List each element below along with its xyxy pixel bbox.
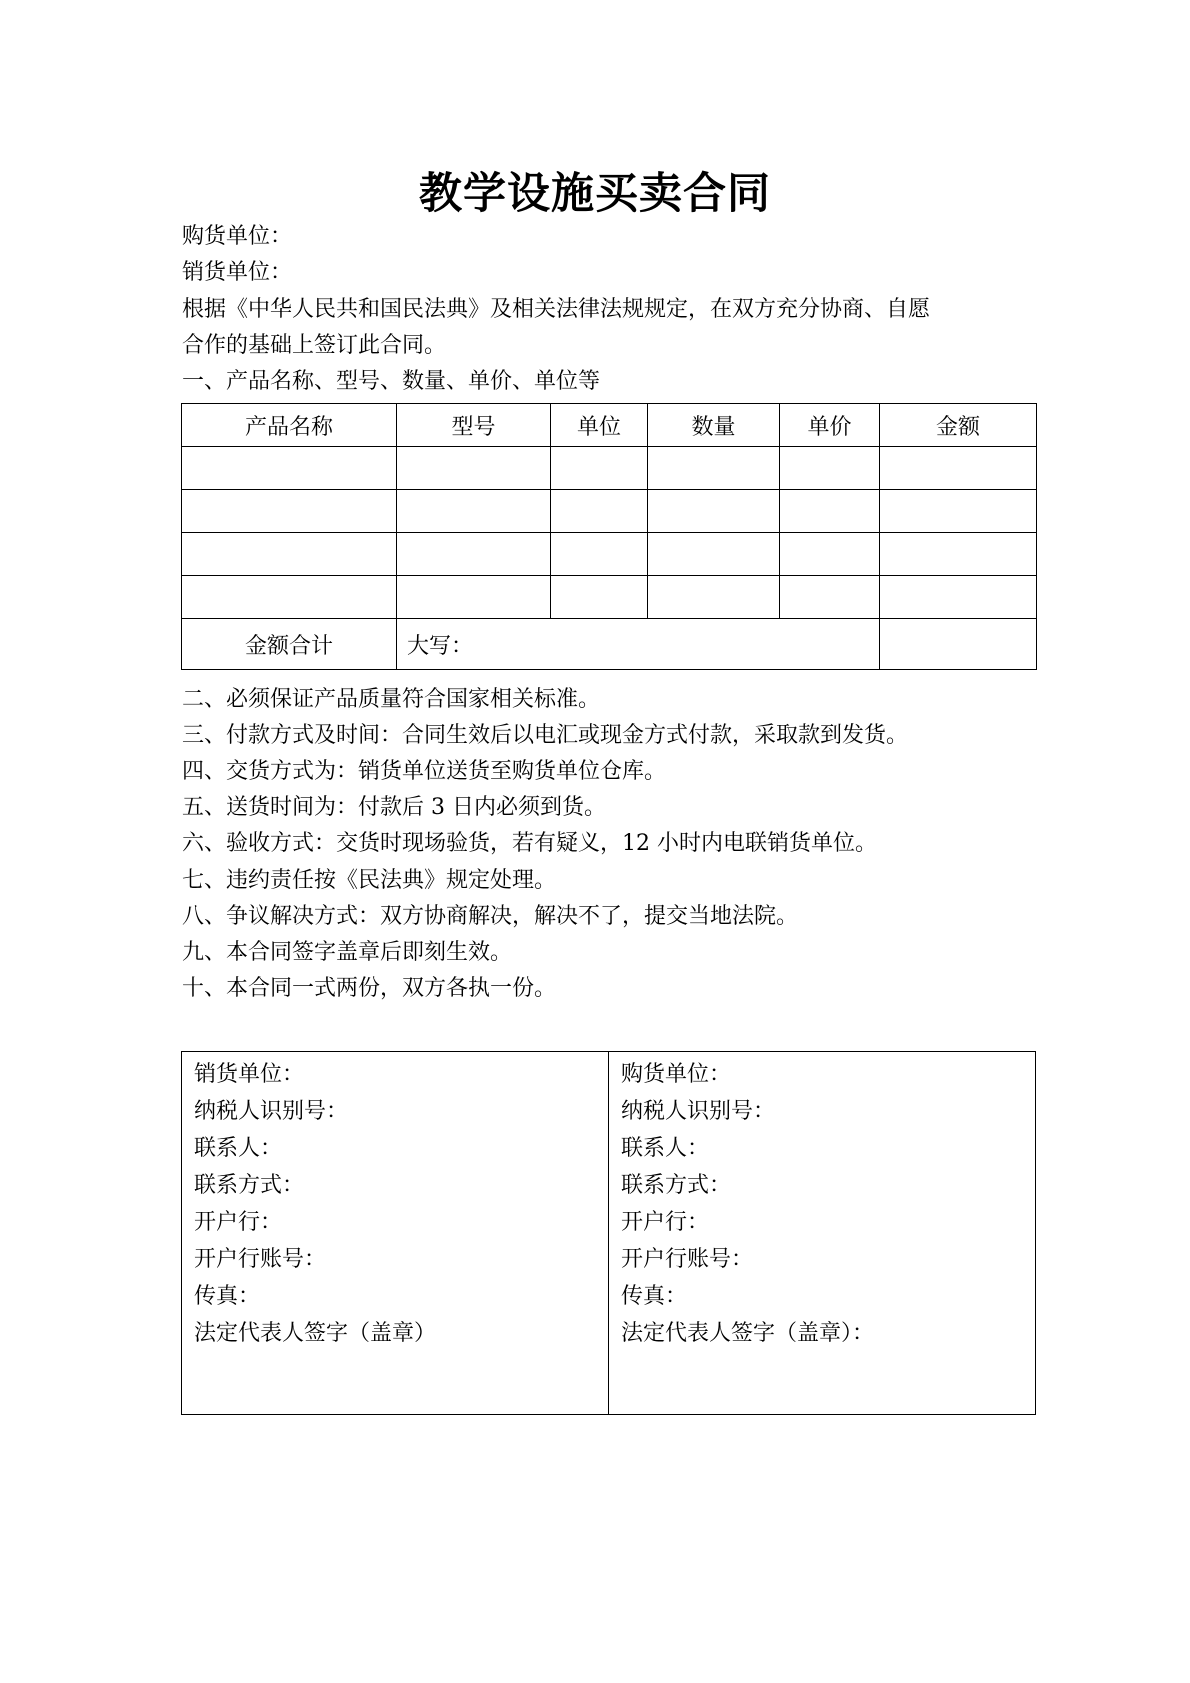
clause-5: 五、送货时间为：付款后 3 日内必须到货。: [182, 795, 606, 820]
table-row: [182, 447, 1037, 490]
table-cell: [397, 533, 551, 576]
table-row: [182, 533, 1037, 576]
table-cell: [780, 576, 880, 619]
table-cell: [397, 447, 551, 490]
seller-account: 开户行账号：: [194, 1247, 327, 1272]
header-product-name: 产品名称: [182, 404, 397, 447]
seller-bank: 开户行：: [194, 1210, 283, 1235]
table-cell: [780, 490, 880, 533]
buyer-signature-cell: [609, 1052, 1036, 1415]
table-cell: [880, 576, 1037, 619]
table-cell: [648, 576, 780, 619]
clause-10: 十、本合同一式两份，双方各执一份。: [182, 976, 557, 1001]
clause-6: 六、验收方式：交货时现场验货，若有疑义，12 小时内电联销货单位。: [182, 831, 877, 856]
clause-9: 九、本合同签字盖章后即刻生效。: [182, 940, 513, 965]
header-unit-price: 单价: [780, 404, 880, 447]
table-row: [182, 490, 1037, 533]
seller-tax-id: 纳税人识别号：: [194, 1099, 349, 1124]
preamble-line-1: 根据《中华人民共和国民法典》及相关法律法规规定，在双方充分协商、自愿: [182, 297, 931, 322]
table-cell: [182, 576, 397, 619]
table-cell: [397, 490, 551, 533]
total-row: [182, 619, 1037, 670]
clause-1: 一、产品名称、型号、数量、单价、单位等: [182, 369, 601, 394]
table-row: [182, 576, 1037, 619]
buyer-tax-id: 纳税人识别号：: [621, 1099, 776, 1124]
total-amount-cell: [880, 619, 1037, 670]
buyer-account: 开户行账号：: [621, 1247, 754, 1272]
seller-unit-line: 销货单位：: [182, 260, 293, 285]
table-cell: [780, 447, 880, 490]
buyer-legal-rep: 法定代表人签字（盖章）：: [621, 1321, 875, 1346]
clause-4: 四、交货方式为：销货单位送货至购货单位仓库。: [182, 759, 667, 784]
table-cell: [397, 576, 551, 619]
table-cell: [182, 490, 397, 533]
table-cell: [551, 533, 648, 576]
total-label: 金额合计: [182, 619, 397, 670]
table-cell: [551, 576, 648, 619]
table-cell: [551, 490, 648, 533]
table-cell: [880, 490, 1037, 533]
clause-3: 三、付款方式及时间：合同生效后以电汇或现金方式付款，采取款到发货。: [182, 723, 909, 748]
product-table-header-row: [182, 404, 1037, 447]
table-cell: [880, 447, 1037, 490]
clause-2: 二、必须保证产品质量符合国家相关标准。: [182, 687, 601, 712]
document-title: 教学设施买卖合同: [419, 169, 771, 219]
buyer-phone: 联系方式：: [621, 1173, 732, 1198]
seller-signature-cell: [182, 1052, 609, 1415]
buyer-bank: 开户行：: [621, 1210, 710, 1235]
clause-7: 七、违约责任按《民法典》规定处理。: [182, 868, 557, 893]
table-cell: [648, 490, 780, 533]
buyer-contact: 联系人：: [621, 1136, 710, 1161]
table-cell: [551, 447, 648, 490]
header-quantity: 数量: [648, 404, 780, 447]
buyer-unit-line: 购货单位：: [182, 224, 293, 249]
clause-8: 八、争议解决方式：双方协商解决，解决不了，提交当地法院。: [182, 904, 799, 929]
table-cell: [182, 447, 397, 490]
total-capital: 大写：: [397, 619, 880, 670]
product-table: [181, 403, 1037, 670]
table-cell: [182, 533, 397, 576]
seller-unit: 销货单位：: [194, 1062, 305, 1087]
table-cell: [880, 533, 1037, 576]
seller-fax: 传真：: [194, 1284, 261, 1309]
header-amount: 金额: [880, 404, 1037, 447]
seller-phone: 联系方式：: [194, 1173, 305, 1198]
seller-contact: 联系人：: [194, 1136, 283, 1161]
table-cell: [648, 533, 780, 576]
header-unit: 单位: [551, 404, 648, 447]
seller-legal-rep: 法定代表人签字（盖章）: [194, 1321, 437, 1346]
header-model: 型号: [397, 404, 551, 447]
buyer-unit: 购货单位：: [621, 1062, 732, 1087]
table-cell: [648, 447, 780, 490]
signature-table: [181, 1051, 1036, 1415]
buyer-fax: 传真：: [621, 1284, 688, 1309]
preamble-line-2: 合作的基础上签订此合同。: [182, 333, 447, 358]
table-cell: [780, 533, 880, 576]
